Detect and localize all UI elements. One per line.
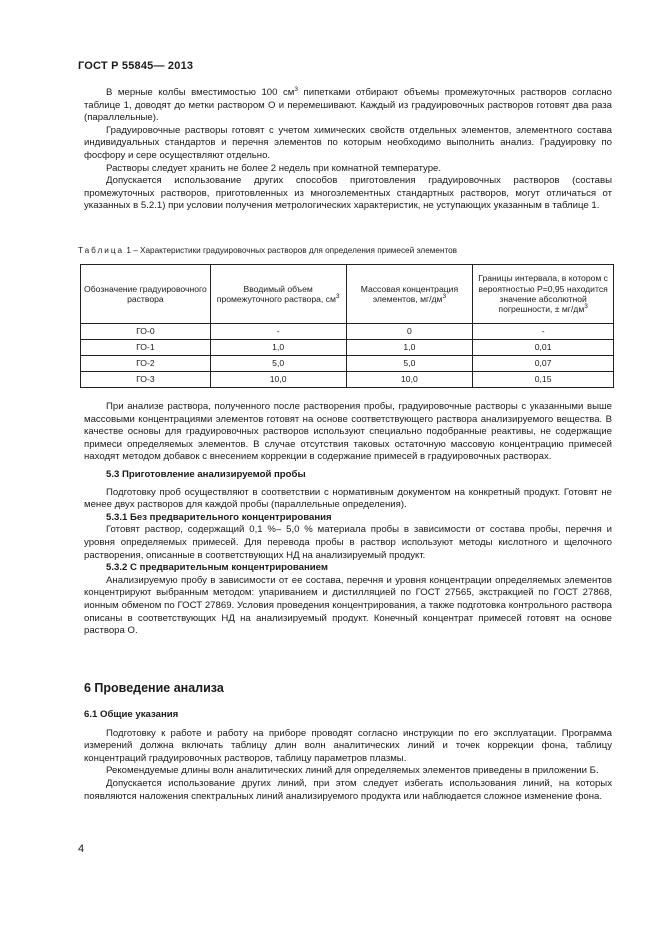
- table-header-cell: Обозначение градуировочного раствора: [81, 265, 211, 324]
- section-heading-6-1: 6.1 Общие указания: [84, 709, 179, 720]
- table-header-cell: Вводимый объем промежуточного раствора, $см^3$: [210, 265, 346, 324]
- table-cell: 1,0: [210, 340, 346, 356]
- calibration-solutions-table: [80, 264, 614, 388]
- page-number: 4: [78, 843, 85, 855]
- section-heading-5-3-1: 5.3.1 Без предварительного концентрирования: [106, 511, 332, 523]
- table-cell: 0,01: [473, 340, 614, 356]
- table-cell: 5,0: [346, 356, 473, 372]
- table-cell: 1,0: [346, 340, 473, 356]
- table-cell: 0,15: [473, 372, 614, 388]
- table-cell: ГО-3: [81, 372, 211, 388]
- paragraph: В мерные колбы вместимостью 100 $см^3$ пипетками отбирают объемы промежуточных растворов согласно таблице 1, доводят до метки раствором О и перемешивают. Каждый из градуировочных растворов готовят два раза (параллельные).: [84, 86, 612, 124]
- table-row: [81, 356, 614, 372]
- paragraph: Градуировочные растворы готовят с учетом химических свойств отдельных элементов, элементного состава индивидуальных стандартов и перечня элементов по которым необходимо выполнить анализ. Градуировку по фосфору и сере осуществляют отдельно.: [84, 124, 612, 161]
- table-row: [81, 340, 614, 356]
- table-cell: -: [473, 324, 614, 340]
- section-heading-5-3: 5.3 Приготовление анализируемой пробы: [106, 468, 306, 480]
- table-cell: ГО-1: [81, 340, 211, 356]
- paragraph: Рекомендуемые длины волн аналитических линий для определяемых элементов приведены в приложении Б.: [106, 765, 599, 777]
- paragraph: При анализе раствора, полученного после растворения пробы, градуировочные растворы с указанными выше массовыми концентрациями элементов готовят на основе соответствующего раствора анализируемого вещества. В качестве основы для градуировочных растворов используют специально подобранные реактивы, не содержащие примеси определяемых элементов. В случае отсутствия таковых остаточную массовую концентрацию примесей находят методом добавок с внесением коррекции в содержание примесей в градуировочных растворах.: [84, 401, 612, 463]
- table-cell: -: [210, 324, 346, 340]
- paragraph: Подготовку к работе и работу на приборе проводят согласно инструкции по его эксплуатации. Программа измерений должна включать таблицу длин волн аналитических линий и точек коррекции фона, таблицу концентраций градуировочных растворов, таблицу параметров плазмы.: [84, 727, 612, 764]
- table-header-cell: Границы интервала, в котором с вероятностью P=0,95 находится значение абсолютной погрешности, ± $мг/дм^3$: [473, 265, 614, 324]
- analysis-text-block: [84, 709, 612, 803]
- table-row: [81, 324, 614, 340]
- section-heading-5-3-2: 5.3.2 С предварительным концентрированием: [106, 562, 328, 574]
- paragraph: Допускается использование других линий, при этом следует избегать использования линий, на которых появляются наложения спектральных линий анализируемого продукта или наблюдается сложное изменение фона.: [84, 777, 612, 802]
- table-caption: Таблица 1 – Характеристики градуировочных растворов для определения примесей элементов: [78, 246, 458, 255]
- table-cell: ГО-2: [81, 356, 211, 372]
- table-cell: ГО-0: [81, 324, 211, 340]
- paragraph: Анализируемую пробу в зависимости от ее состава, перечня и уровня концентрации определяемых элементов концентрируют выбранным методом: упариванием и дистилляцией по ГОСТ 27565, экстракцией по ГОСТ 27868, ионным обменом по ГОСТ 27869. Условия проведения концентрирования, а также подготовка контрольного раствора описаны в соответствующих НД на анализируемый продукт. Конечный концентрат примесей готовят на основе раствора О.: [84, 574, 612, 637]
- paragraph: Растворы следует хранить не более 2 недель при комнатной температуре.: [106, 162, 442, 174]
- sample-preparation-block: [84, 401, 612, 638]
- table-cell: 10,0: [210, 372, 346, 388]
- paragraph: Готовят раствор, содержащий 0,1 %– 5,0 % материала пробы в зависимости от состава пробы, перечня и уровня определяемых примесей. Для перевода пробы в раствор используют методы кислотного и щелочного растворения, описанные в соответствующих НД на анализируемый продукт.: [84, 524, 612, 561]
- table-header-cell: Массовая концентрация элементов, $мг/дм^3$: [346, 265, 473, 324]
- table-cell: 0,07: [473, 356, 614, 372]
- preparation-text-block: [84, 87, 612, 213]
- table-row: [81, 372, 614, 388]
- table-cell: 5,0: [210, 356, 346, 372]
- document-header: ГОСТ Р 55845— 2013: [78, 60, 194, 72]
- paragraph: Допускается использование других способов приготовления градуировочных растворов (составы промежуточных растворов, приготовленных из многоэлементных стандартных растворов, могут отличаться от указанных в 5.2.1) при условии получения метрологических характеристик, не уступающих указанным в таблице 1.: [84, 175, 612, 212]
- table-header-row: [81, 265, 614, 324]
- paragraph: Подготовку проб осуществляют в соответствии с нормативным документом на конкретный продукт. Готовят не менее двух растворов для каждой пробы (параллельные определения).: [84, 486, 612, 511]
- table-cell: 10,0: [346, 372, 473, 388]
- section-heading-6: 6 Проведение анализа: [84, 681, 224, 695]
- table-cell: 0: [346, 324, 473, 340]
